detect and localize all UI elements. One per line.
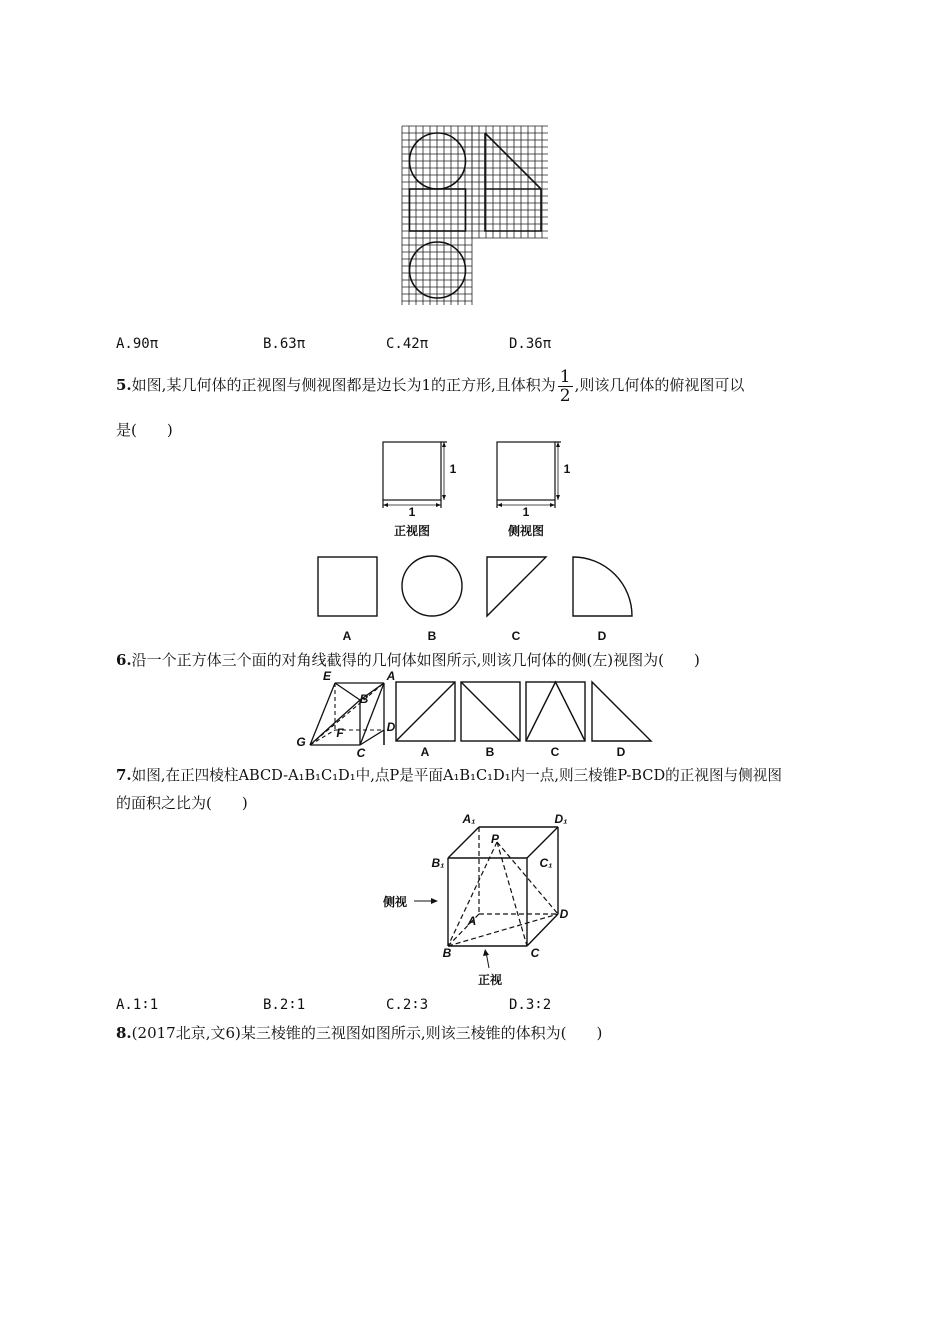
q7-label-d1: D₁ <box>554 812 568 826</box>
q5-choice-a-label[interactable]: A <box>342 629 352 643</box>
q5-text-after: ,则该几何体的俯视图可以 <box>574 376 745 394</box>
q7-label-a1: A₁ <box>462 812 476 826</box>
q4-option-a[interactable]: A.90π <box>116 336 159 352</box>
q5-choice-d-label[interactable]: D <box>597 629 607 643</box>
q4-option-c[interactable]: C.42π <box>386 336 429 352</box>
q5-dim-front-bottom: 1 <box>408 505 416 519</box>
q6-choice-c-label[interactable]: C <box>550 745 560 759</box>
q4-option-d[interactable]: D.36π <box>509 336 552 352</box>
q7-option-d[interactable]: D.3∶2 <box>509 997 552 1013</box>
q7-label-c: C <box>530 946 540 960</box>
q7-label-b: B <box>442 946 452 960</box>
q6-label-d: D <box>386 720 396 734</box>
q5-choice-b-label[interactable]: B <box>427 629 437 643</box>
q5-number: 5. <box>116 376 132 394</box>
q7-line2: 的面积之比为( ) <box>116 794 248 812</box>
q8-question <box>116 1023 602 1043</box>
q6-number: 6. <box>116 651 132 669</box>
q5-front-view-label: 正视图 <box>393 524 430 538</box>
q5-line2: 是( ) <box>116 421 173 439</box>
q8-text: (2017北京,文6)某三棱锥的三视图如图所示,则该三棱锥的体积为( ) <box>131 1024 603 1042</box>
q6-label-e: E <box>322 669 331 683</box>
q7-number: 7. <box>116 766 132 784</box>
q7-label-d: D <box>559 907 569 921</box>
q5-side-view-label: 侧视图 <box>507 524 544 538</box>
q5-dim-side-right: 1 <box>563 462 571 476</box>
q4-option-b[interactable]: B.63π <box>263 336 306 352</box>
q7-option-c[interactable]: C.2∶3 <box>386 997 429 1013</box>
q6-label-g: G <box>296 735 306 749</box>
q5-text-before: 如图,某几何体的正视图与侧视图都是边长为1的正方形,且体积为 <box>131 376 556 394</box>
q6-label-f: F <box>336 726 344 740</box>
q7-front-view-label: 正视 <box>477 973 502 987</box>
q7-label-c1: C₁ <box>539 856 553 870</box>
q6-choice-d-label[interactable]: D <box>616 745 626 759</box>
q7-label-a: A <box>467 914 477 928</box>
q6-choice-b-label[interactable]: B <box>485 745 495 759</box>
q6-label-a: A <box>386 669 396 683</box>
q7-label-b1: B₁ <box>431 856 445 870</box>
q6-choice-a-label[interactable]: A <box>420 745 430 759</box>
q7-option-b[interactable]: B.2∶1 <box>263 997 306 1013</box>
q7-label-p: P <box>490 832 499 846</box>
q6-label-b: B <box>359 692 369 706</box>
q5-fraction: $\frac{1}{2}$ <box>559 366 571 406</box>
q5-dim-front-right: 1 <box>449 462 457 476</box>
q7-option-a[interactable]: A.1∶1 <box>116 997 159 1013</box>
q5-dim-side-bottom: 1 <box>522 505 530 519</box>
q6-label-c: C <box>356 746 366 760</box>
q7-side-view-label: 侧视 <box>382 895 407 909</box>
q7-text: 如图,在正四棱柱ABCD-A₁B₁C₁D₁中,点P是平面A₁B₁C₁D₁内一点,则三棱锥P-BCD的正视图与侧视图 <box>131 767 782 784</box>
q8-number: 8. <box>116 1024 132 1042</box>
q5-choice-c-label[interactable]: C <box>511 629 521 643</box>
q6-text: 沿一个正方体三个面的对角线截得的几何体如图所示,则该几何体的侧(左)视图为( ) <box>131 651 700 669</box>
